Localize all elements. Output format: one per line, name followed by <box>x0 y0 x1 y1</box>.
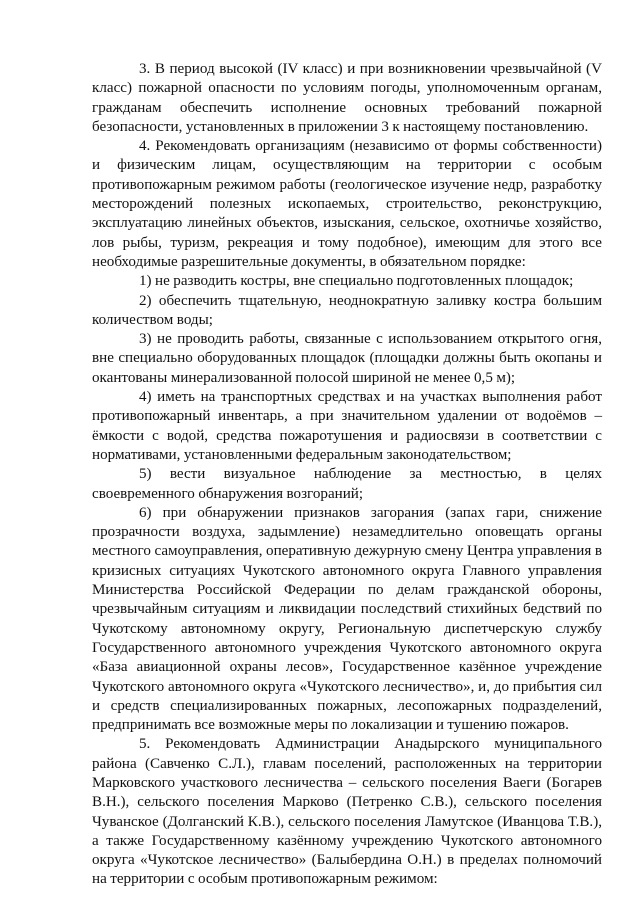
paragraph-item-4: 4. Рекомендовать организациям (независимо от формы собственности) и физическим лицам, осуществляющим на территории с особым противопожарным режимом работы (геологическое изучение недр, разработку месторождений полезных ископаемых, строительство, реконструкцию, эксплуатацию линейных объектов, изыскания, сельское, охотничье хозяйство, лов рыбы, туризм, рекреация и тому подобное), имеющим для этого все необходимые разрешительные документы, в обязательном порядке: <box>92 138 602 270</box>
document-body <box>92 60 602 890</box>
subitem-2: 2) обеспечить тщательную, неоднократную заливку костра большим количеством воды; <box>92 292 602 328</box>
subitem-6: 6) при обнаружении признаков загорания (запах гари, снижение прозрачности воздуха, задымление) незамедлительно оповещать органы местного самоуправления, оперативную дежурную смену Центра управления в кризисных ситуациях Чукотского автономного округа Главного управления Министерства Российской Федерации по делам гражданской обороны, чрезвычайным ситуациям и ликвидации последствий стихийных бедствий по Чукотскому автономному округу, Региональную диспетчерскую службу Государственного автономного учреждения Чукотского автономного округа «База авиационной охраны лесов», Государственное казённое учреждение Чукотского автономного округа «Чукотского лесничество», и, до прибытия сил и средств специализированных пожарных, лесопожарных подразделений, предпринимать все возможные меры по локализации и тушению пожаров. <box>92 504 602 734</box>
subitem-4: 4) иметь на транспортных средствах и на участках выполнения работ противопожарный инвентарь, а при значительном удалении от водоёмов – ёмкости с водой, средства пожаротушения и радиосвязи в соответствии с нормативами, установленными федеральным законодательством; <box>92 389 602 463</box>
subitem-5: 5) вести визуальное наблюдение за местностью, в целях своевременного обнаружения возгораний; <box>92 466 602 502</box>
paragraph-item-5: 5. Рекомендовать Администрации Анадырского муниципального района (Савченко С.Л.), главам поселений, расположенных на территории Марковского участкового лесничества – сельского поселения Ваеги (Богарев В.Н.), сельского поселения Марково (Петренко С.В.), сельского поселения Чуванское (Долганский К.В.), сельского поселения Ламутское (Иванцова Т.В.), а также Государственному казённому учреждению Чукотского автономного округа «Чукотское лесничество» (Балыбердина О.Н.) в пределах полномочий на территории с особым противопожарным режимом: <box>92 736 602 888</box>
subitem-3: 3) не проводить работы, связанные с использованием открытого огня, вне специально оборудованных площадок (площадки должны быть окопаны и окантованы минерализованной полосой шириной не менее 0,5 м); <box>92 331 602 386</box>
paragraph-item-3: 3. В период высокой (IV класс) и при возникновении чрезвычайной (V класс) пожарной опасности по условиям погоды, уполномоченным органам, гражданам обеспечить исполнение основных требований пожарной безопасности, установленных в приложении 3 к настоящему постановлению. <box>92 61 602 135</box>
subitem-1: 1) не разводить костры, вне специально подготовленных площадок; <box>139 273 574 290</box>
